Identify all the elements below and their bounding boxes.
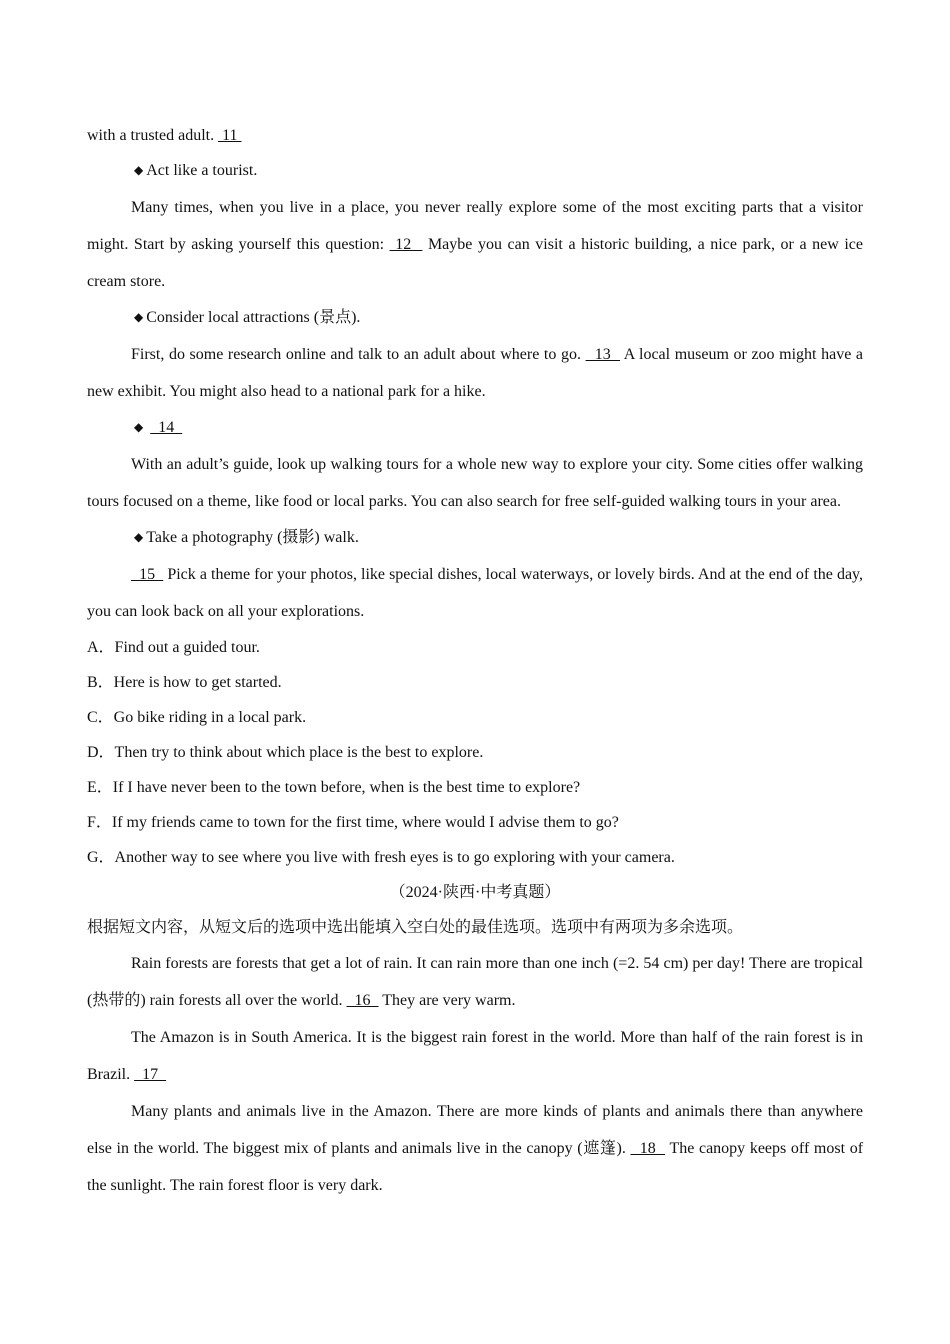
paragraph xyxy=(87,1093,863,1204)
section-heading xyxy=(87,410,863,446)
instructions: 根据短文内容，从短文后的选项中选出能填入空白处的最佳选项。选项中有两项为多余选项。 xyxy=(87,919,744,936)
paragraph-text: With an adult’s guide, look up walking tours for a whole new way to explore your city. Some cities offer walking tours focused on a theme, like food or local parks. You can also search for free self-guided walking tours in your area. xyxy=(87,456,863,510)
option-a: A．Find out a guided tour. xyxy=(87,639,260,656)
section-heading xyxy=(87,520,863,556)
paragraph-text: Pick a theme for your photos, like special dishes, local waterways, or lovely birds. And at the end of the day, you can look back on all your explorations. xyxy=(87,566,864,620)
paragraph-text: Rain forests are forests that get a lot of rain. It can rain more than one inch (=2. 54 cm) per day! There are tropical (热带的) rain forests all over the world. xyxy=(87,955,863,1009)
blank-17[interactable]: 17 xyxy=(134,1066,167,1083)
paragraph-text: They are very warm. xyxy=(378,992,516,1009)
paragraph xyxy=(87,556,863,630)
document-page xyxy=(87,118,863,1204)
blank-16[interactable]: 16 xyxy=(346,992,379,1009)
paragraph xyxy=(87,189,863,300)
diamond-bullet-icon: ◆ xyxy=(134,530,144,544)
section-heading-text: Act like a tourist. xyxy=(146,162,258,179)
paragraph-text: Many plants and animals live in the Amazon. There are more kinds of plants and animals there than anywhere else in the world. The biggest mix of plants and animals live in the canopy (遮篷). xyxy=(87,1103,863,1157)
option-b: B．Here is how to get started. xyxy=(87,674,282,691)
option-c: C．Go bike riding in a local park. xyxy=(87,709,307,726)
diamond-bullet-icon: ◆ xyxy=(134,420,144,434)
blank-12[interactable]: 12 xyxy=(389,236,423,253)
option-d: D．Then try to think about which place is the best to explore. xyxy=(87,744,484,761)
intro-tail-line xyxy=(87,118,863,153)
section-heading xyxy=(87,153,863,189)
paragraph-text: A local museum or zoo might have a new exhibit. You might also head to a national park for a hike. xyxy=(87,346,864,400)
blank-15[interactable]: 15 xyxy=(131,566,164,583)
paragraph xyxy=(87,446,863,520)
question-source: （2024·陕西·中考真题） xyxy=(389,884,561,901)
options-list xyxy=(87,630,863,875)
intro-tail-text: with a trusted adult. xyxy=(87,127,219,144)
section-heading-text: Consider local attractions (景点). xyxy=(146,309,361,326)
paragraph-text: Maybe you can visit a historic building, a nice park, or a new ice cream store. xyxy=(87,236,864,290)
blank-14[interactable]: 14 xyxy=(150,419,183,436)
blank-18[interactable]: 18 xyxy=(630,1140,666,1157)
paragraph-text: The Amazon is in South America. It is the biggest rain forest in the world. More than half of the rain forest is in Brazil. xyxy=(87,1029,863,1083)
paragraph xyxy=(87,1019,863,1093)
section-heading xyxy=(87,300,863,336)
paragraph-text: Many times, when you live in a place, you never really explore some of the most exciting parts that a visitor might. Start by asking yourself this question: xyxy=(87,199,863,253)
diamond-bullet-icon: ◆ xyxy=(134,310,144,324)
diamond-bullet-icon: ◆ xyxy=(134,163,144,177)
paragraph xyxy=(87,945,863,1019)
paragraph-text: First, do some research online and talk to an adult about where to go. xyxy=(131,346,586,363)
paragraph-text: The canopy keeps off most of the sunlight. The rain forest floor is very dark. xyxy=(87,1140,864,1194)
section-heading-text: Take a photography (摄影) walk. xyxy=(146,529,359,546)
blank-11[interactable]: 11 xyxy=(218,127,242,144)
paragraph xyxy=(87,336,863,410)
option-f: F．If my friends came to town for the first time, where would I advise them to go? xyxy=(87,814,619,831)
option-g: G．Another way to see where you live with fresh eyes is to go exploring with your camera. xyxy=(87,849,675,866)
blank-13[interactable]: 13 xyxy=(585,346,620,363)
option-e: E．If I have never been to the town before, when is the best time to explore? xyxy=(87,779,581,796)
